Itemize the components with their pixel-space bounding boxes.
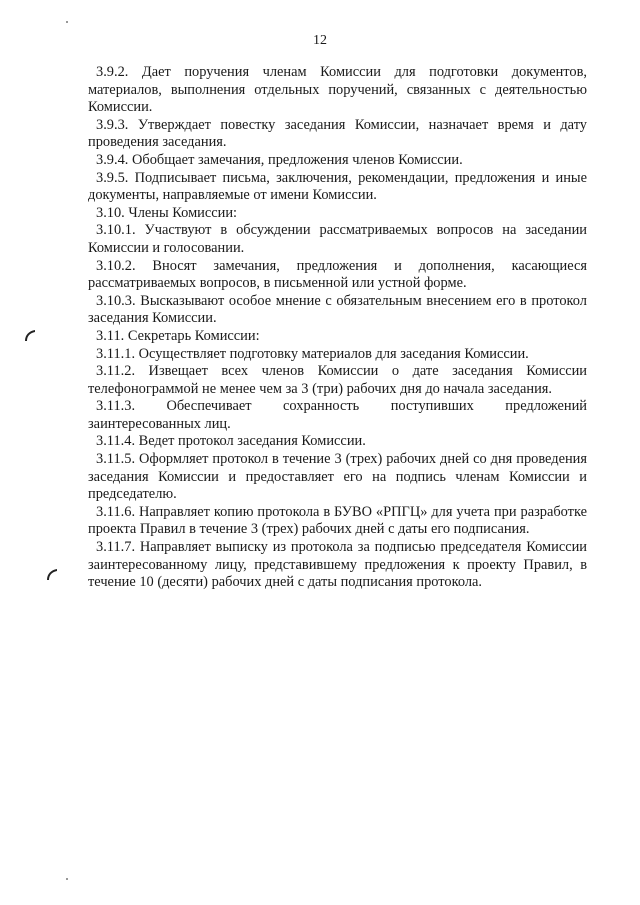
punch-hole-mark-lower [46,568,58,582]
paragraph-3-9-3: 3.9.3. Утверждает повестку заседания Комиссии, назначает время и дату проведения заседания. [88,116,587,151]
punch-hole-mark-upper [24,329,36,343]
paragraph-3-11-7: 3.11.7. Направляет выписку из протокола за подписью председателя Комиссии заинтересованному лицу, представившему предложения к проекту Правил, в течение 10 (десяти) рабочих дней с даты подписания протокола. [88,539,587,591]
page-number: 12 [313,33,327,48]
paragraph-3-11-2: 3.11.2. Извещает всех членов Комиссии о дате заседания Комиссии телефонограммой не менее чем за 3 (три) рабочих дня до начала заседания. [88,363,587,397]
paragraph-3-9-2: 3.9.2. Дает поручения членам Комиссии для подготовки документов, материалов, выполнения отдельных поручений, связанных с деятельностью Комиссии. [88,64,587,116]
paragraph-3-11-3: 3.11.3. Обеспечивает сохранность поступивших предложений заинтересованных лиц. [88,398,587,432]
paragraph-3-11-6: 3.11.6. Направляет копию протокола в БУВО «РПГЦ» для учета при разработке проекта Правил в течение 3 (трех) рабочих дней с даты его подписания. [88,503,587,538]
scan-speck [66,878,68,880]
paragraph-3-9-4: 3.9.4. Обобщает замечания, предложения членов Комиссии. [96,151,463,168]
document-body [88,64,587,592]
paragraph-3-10-2: 3.10.2. Вносят замечания, предложения и дополнения, касающиеся рассматриваемых вопросов, в письменной или устной форме. [88,257,587,292]
paragraph-3-11-1: 3.11.1. Осуществляет подготовку материалов для заседания Комиссии. [96,345,529,362]
paragraph-3-9-5: 3.9.5. Подписывает письма, заключения, рекомендации, предложения и иные документы, направляемые от имени Комиссии. [88,169,587,204]
paragraph-3-10-1: 3.10.1. Участвуют в обсуждении рассматриваемых вопросов на заседании Комиссии и голосовании. [88,222,587,256]
heading-3-11: 3.11. Секретарь Комиссии: [96,327,260,344]
heading-3-10: 3.10. Члены Комиссии: [96,204,238,221]
scan-speck [66,21,68,23]
paragraph-3-11-5: 3.11.5. Оформляет протокол в течение 3 (трех) рабочих дней со дня проведения заседания Комиссии и предоставляет его на подпись членам Комиссии и председателю. [88,451,587,503]
paragraph-3-11-4: 3.11.4. Ведет протокол заседания Комиссии. [96,433,366,450]
paragraph-3-10-3: 3.10.3. Высказывают особое мнение с обязательным внесением его в протокол заседания Комиссии. [88,292,587,327]
